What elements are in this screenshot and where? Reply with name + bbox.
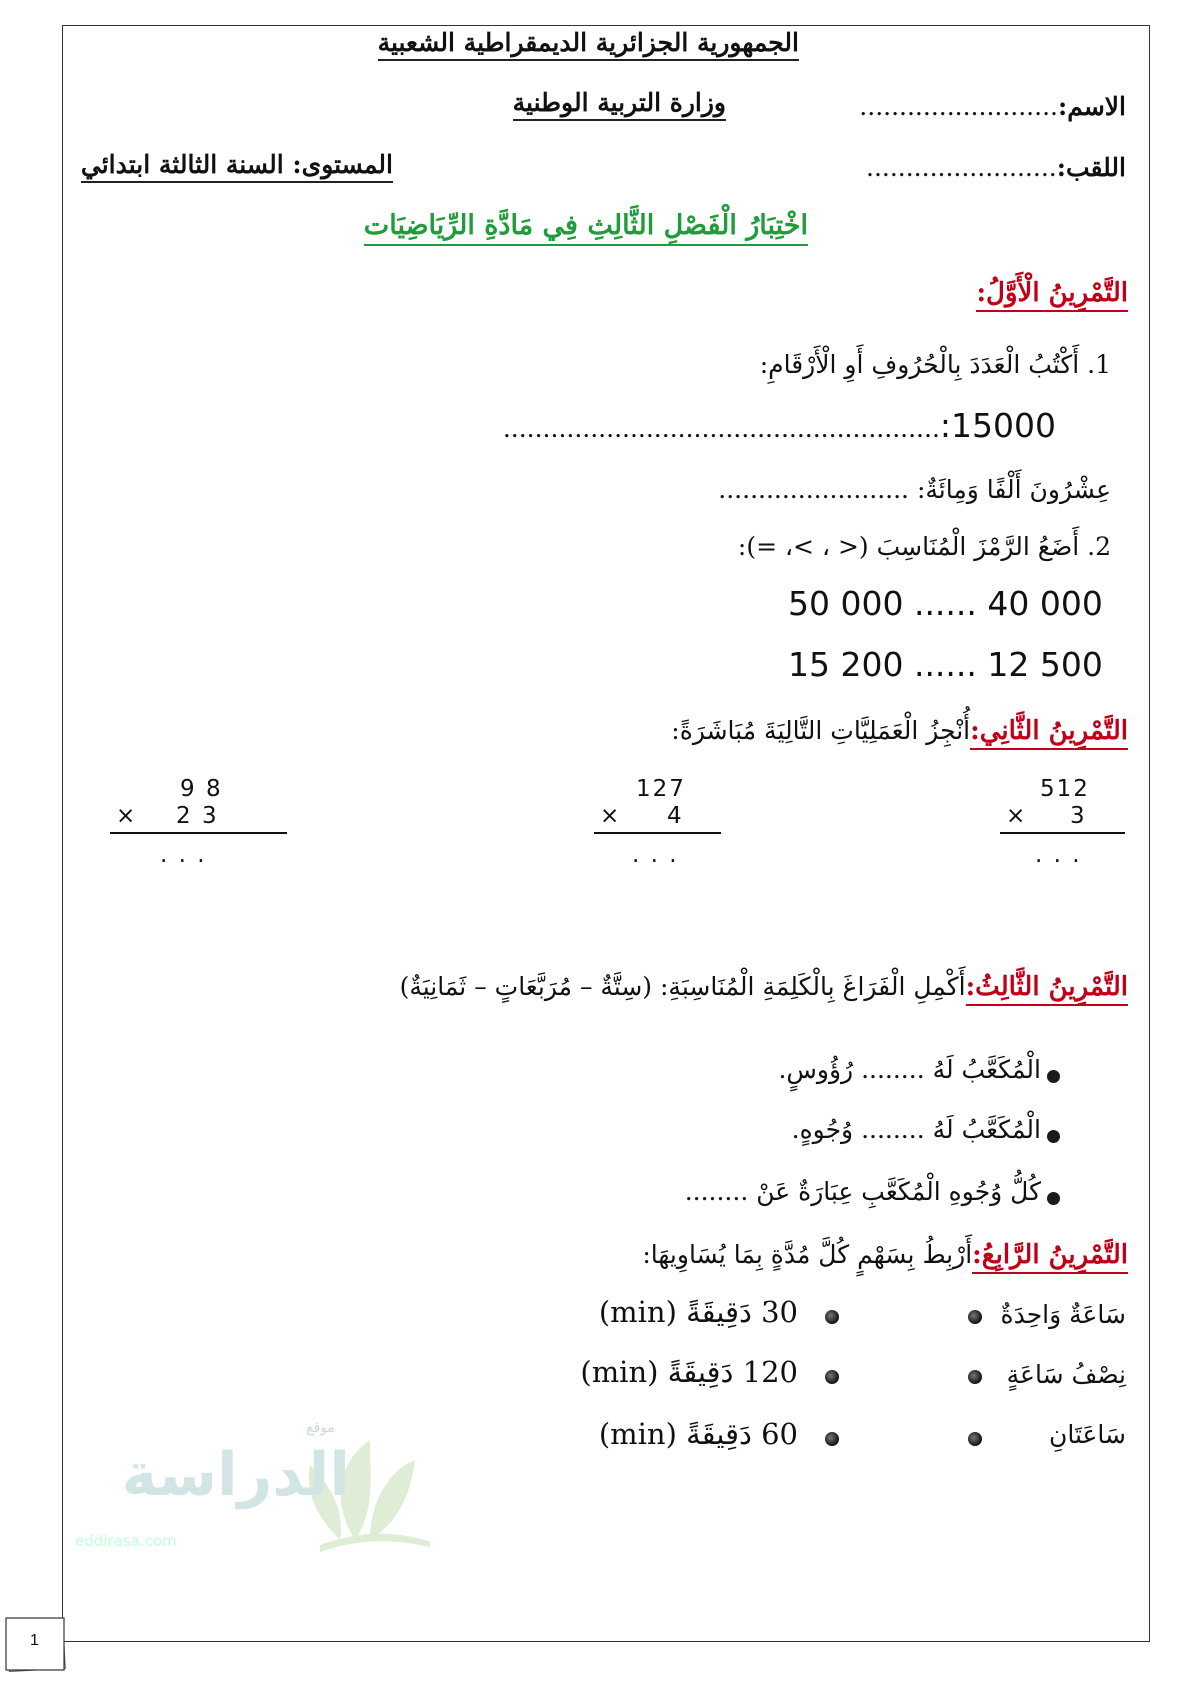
match-right-dot-1[interactable] [825, 1310, 839, 1324]
watermark-small: موقع [306, 1420, 335, 1436]
match-right-2: 120 دَقِيقَةً (min) [580, 1355, 798, 1389]
eddirasa-watermark [70, 1420, 430, 1570]
page-number-box [2, 1612, 70, 1676]
compare-row-2[interactable]: 15 200 ...... 12 500 [788, 645, 1103, 684]
exercise1-heading: التَّمْرِينُ الْأَوَّلُ: [976, 278, 1128, 312]
exercise2-instruction: أُنْجِزُ الْعَمَلِيَّاتِ التَّالِيَةَ مُبَاشَرَةً: [671, 716, 971, 745]
op2-sign: × [600, 803, 622, 829]
level-header: المستوى: السنة الثالثة ابتدائي [81, 150, 393, 183]
op3-top: 9 8 [180, 776, 223, 802]
exercise4-line [642, 1240, 1128, 1270]
name-field[interactable] [859, 92, 1126, 121]
match-right-dot-3[interactable] [825, 1432, 839, 1446]
match-right-3: 60 دَقِيقَةً (min) [598, 1417, 798, 1451]
match-left-dot-3[interactable] [968, 1432, 982, 1446]
bullet-text-2[interactable]: الْمُكَعَّبُ لَهُ ........ وُجُوهٍ. [791, 1115, 1041, 1144]
match-right-dot-2[interactable] [825, 1370, 839, 1384]
match-left-2: نِصْفُ سَاعَةٍ [1006, 1360, 1126, 1389]
exercise1-q2: 2. أَضَعُ الرَّمْزَ الْمُنَاسِبَ (< ، >، =): [737, 532, 1111, 561]
bullet-3 [1047, 1192, 1060, 1205]
exercise2-heading: التَّمْرِينُ الثَّانِي: [970, 716, 1128, 750]
exam-title: اخْتِبَارُ الْفَصْلِ الثَّالِثِ فِي مَادَّةِ الرِّيَاضِيَات [364, 210, 808, 246]
surname-dots: ........................ [866, 153, 1057, 182]
exercise4-heading: التَّمْرِينُ الرَّابِعُ: [972, 1240, 1128, 1274]
op3-sign: × [116, 803, 138, 829]
exercise1-item2[interactable] [718, 475, 1111, 504]
exercise4-instruction: أَرْبِطُ بِسَهْمٍ كُلَّ مُدَّةٍ بِمَا يُسَاوِيهَا: [642, 1240, 973, 1269]
op2-top: 127 [636, 776, 686, 802]
op1-top: 512 [1040, 776, 1090, 802]
name-dots: ......................... [859, 92, 1058, 121]
match-left-3: سَاعَتَانِ [1048, 1420, 1126, 1449]
op3-bottom: 2 3 [176, 803, 219, 829]
exercise3-heading: التَّمْرِينُ الثَّالِثُ: [966, 972, 1128, 1006]
surname-field[interactable] [866, 153, 1126, 182]
op1-sign: × [1006, 803, 1028, 829]
item2-text: عِشْرُونَ أَلْفًا وَمِائَةٌ: [916, 475, 1111, 504]
match-left-1: سَاعَةٌ وَاحِدَةٌ [1000, 1300, 1126, 1329]
item1-number: 15000: [939, 406, 1056, 445]
watermark-arabic: الدراسة [121, 1440, 350, 1510]
item1-dots: ....................................................... [502, 414, 940, 443]
bullet-2 [1047, 1130, 1060, 1143]
op1-line [1000, 832, 1125, 834]
op3-line [110, 832, 287, 834]
op3-result[interactable]: . . . [160, 842, 207, 868]
op1-bottom: 3 [1070, 803, 1087, 829]
op1-result[interactable]: . . . [1035, 842, 1082, 868]
match-left-dot-1[interactable] [968, 1310, 982, 1324]
page-number: 1 [30, 1632, 39, 1649]
surname-label: اللقب: [1056, 153, 1126, 182]
exercise2-line [671, 716, 1128, 746]
compare-row-1[interactable]: 50 000 ...... 40 000 [788, 584, 1103, 623]
match-left-dot-2[interactable] [968, 1370, 982, 1384]
exercise1-q1: 1. أَكْتُبُ الْعَدَدَ بِالْحُرُوفِ أَوِ الْأَرْقَامِ: [759, 350, 1111, 379]
op2-line [594, 832, 721, 834]
match-right-1: 30 دَقِيقَةً (min) [598, 1295, 798, 1329]
exercise1-item1[interactable] [503, 406, 1056, 445]
name-label: الاسم: [1057, 92, 1126, 121]
republic-header: الجمهورية الجزائرية الديمقراطية الشعبية [378, 28, 799, 61]
op2-bottom: 4 [667, 803, 684, 829]
bullet-text-3[interactable]: كُلُّ وُجُوهِ الْمُكَعَّبِ عِبَارَةٌ عَنْ ........ [684, 1177, 1041, 1206]
bullet-text-1[interactable]: الْمُكَعَّبُ لَهُ ........ رُؤُوسٍ. [778, 1055, 1041, 1084]
exercise3-line [400, 972, 1128, 1002]
watermark-url: eddirasa.com [75, 1532, 177, 1550]
exercise3-instruction: أَكْمِلِ الْفَرَاغَ بِالْكَلِمَةِ الْمُنَاسِبَةِ: (سِتَّةٌ – مُرَبَّعَاتٍ – ثَمَانِيَةٌ) [399, 972, 966, 1001]
ministry-header: وزارة التربية الوطنية [513, 88, 726, 121]
op2-result[interactable]: . . . [632, 842, 679, 868]
item2-dots: ........................ [718, 475, 910, 504]
bullet-1 [1047, 1070, 1060, 1083]
